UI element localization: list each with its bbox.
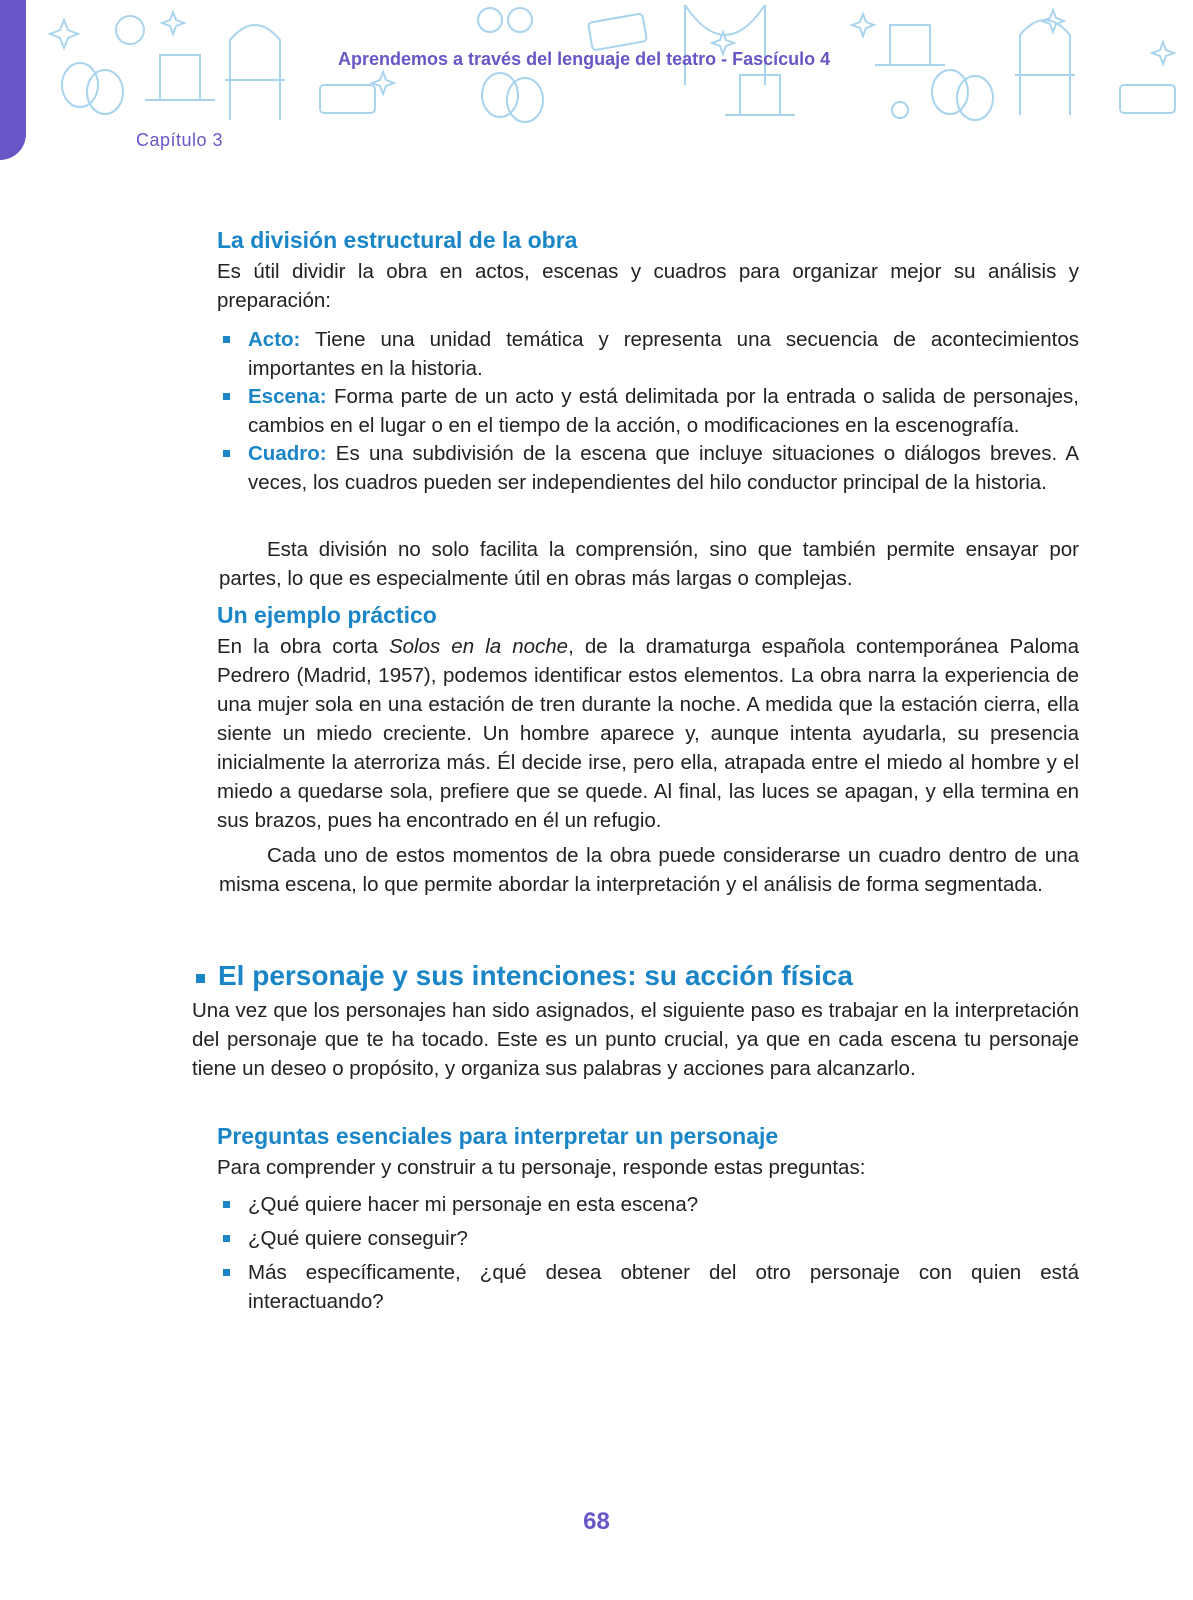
top-hat-icons <box>145 25 945 115</box>
bullet-square-icon <box>223 393 230 400</box>
section-heading-character <box>192 960 853 992</box>
bullet-square-icon <box>223 336 230 343</box>
list-item <box>217 1258 1079 1316</box>
example-paragraph <box>217 632 1079 835</box>
page-number: 68 <box>583 1508 610 1535</box>
section-intro-division: Es útil dividir la obra en actos, escenas y cuadros para organizar mejor su análisis y preparación: <box>217 260 1079 312</box>
list-item <box>217 382 1079 440</box>
book-title: Aprendemos a través del lenguaje del teatro - Fascículo 4 <box>338 49 831 69</box>
questions-intro: Para comprender y construir a tu personaje, responde estas preguntas: <box>217 1156 866 1179</box>
bullet-square-icon <box>196 974 205 983</box>
play-title: Solos en la noche <box>388 635 569 658</box>
bullet-square-icon <box>223 1235 230 1242</box>
question-text: Más específicamente, ¿qué desea obtener del otro personaje con quien está interactuando? <box>248 1261 1079 1313</box>
term-acto-definition: Tiene una unidad temática y representa una secuencia de acontecimientos importantes en la historia. <box>248 328 1079 380</box>
example-text-after: , de la dramaturga española contemporánea Paloma Pedrero (Madrid, 1957), podemos identificar estos elementos. La obra narra la experiencia de una mujer sola en una estación de tren durante la noche. A medida que la estación cierra, ella siente un miedo creciente. Un hombre aparece y, aunque intenta ayudarla, su presencia inicialmente la aterroriza más. Él decide irse, pero ella, atrapada entre el miedo al hombre y el miedo a quedarse sola, prefiere que se quede. Al final, las luces se apagan, y ella termina en sus brazos, pues ha encontrado en él un refugio. <box>217 635 1080 832</box>
division-closing-paragraph: Esta división no solo facilita la comprensión, sino que también permite ensayar por partes, lo que es especialmente útil en obras más largas o complejas. <box>219 538 1079 590</box>
bullet-square-icon <box>223 450 230 457</box>
question-text: ¿Qué quiere hacer mi personaje en esta escena? <box>248 1193 699 1216</box>
theater-mask-icons <box>62 63 993 122</box>
example-text-before: En la obra corta <box>217 635 389 658</box>
section-heading-character-text: El personaje y sus intenciones: su acción física <box>218 960 853 991</box>
list-item <box>217 325 1079 383</box>
question-text: ¿Qué quiere conseguir? <box>248 1227 468 1250</box>
section-heading-example: Un ejemplo práctico <box>217 602 437 628</box>
list-item <box>217 439 1079 497</box>
term-escena-definition: Forma parte de un acto y está delimitada por la entrada o salida de personajes, cambios en el lugar o en el tiempo de la acción, o modificaciones en la escenografía. <box>248 385 1079 437</box>
binoculars-icon <box>478 8 532 32</box>
term-acto: Acto: <box>248 328 301 351</box>
example-closing-paragraph: Cada uno de estos momentos de la obra puede considerarse un cuadro dentro de una misma escena, lo que permite abordar la interpretación y el análisis de forma segmentada. <box>219 844 1079 896</box>
term-escena: Escena: <box>248 385 327 408</box>
character-paragraph: Una vez que los personajes han sido asignados, el siguiente paso es trabajar en la interpretación del personaje que te ha tocado. Este es un punto crucial, ya que en cada escena tu personaje tiene un deseo o propósito, y organiza sus palabras y acciones para alcanzarlo. <box>192 999 1079 1080</box>
section-heading-questions: Preguntas esenciales para interpretar un personaje <box>217 1123 779 1149</box>
term-cuadro-definition: Es una subdivisión de la escena que incluye situaciones o diálogos breves. A veces, los cuadros pueden ser independientes del hilo conductor principal de la historia. <box>248 442 1079 494</box>
bullet-square-icon <box>223 1269 230 1276</box>
bullet-square-icon <box>223 1201 230 1208</box>
chapter-label: Capítulo 3 <box>136 130 224 150</box>
curtain-icons <box>685 5 765 85</box>
term-cuadro: Cuadro: <box>248 442 327 465</box>
section-heading-division: La división estructural de la obra <box>217 227 578 253</box>
list-item <box>217 1224 1079 1253</box>
list-item <box>217 1190 1079 1219</box>
